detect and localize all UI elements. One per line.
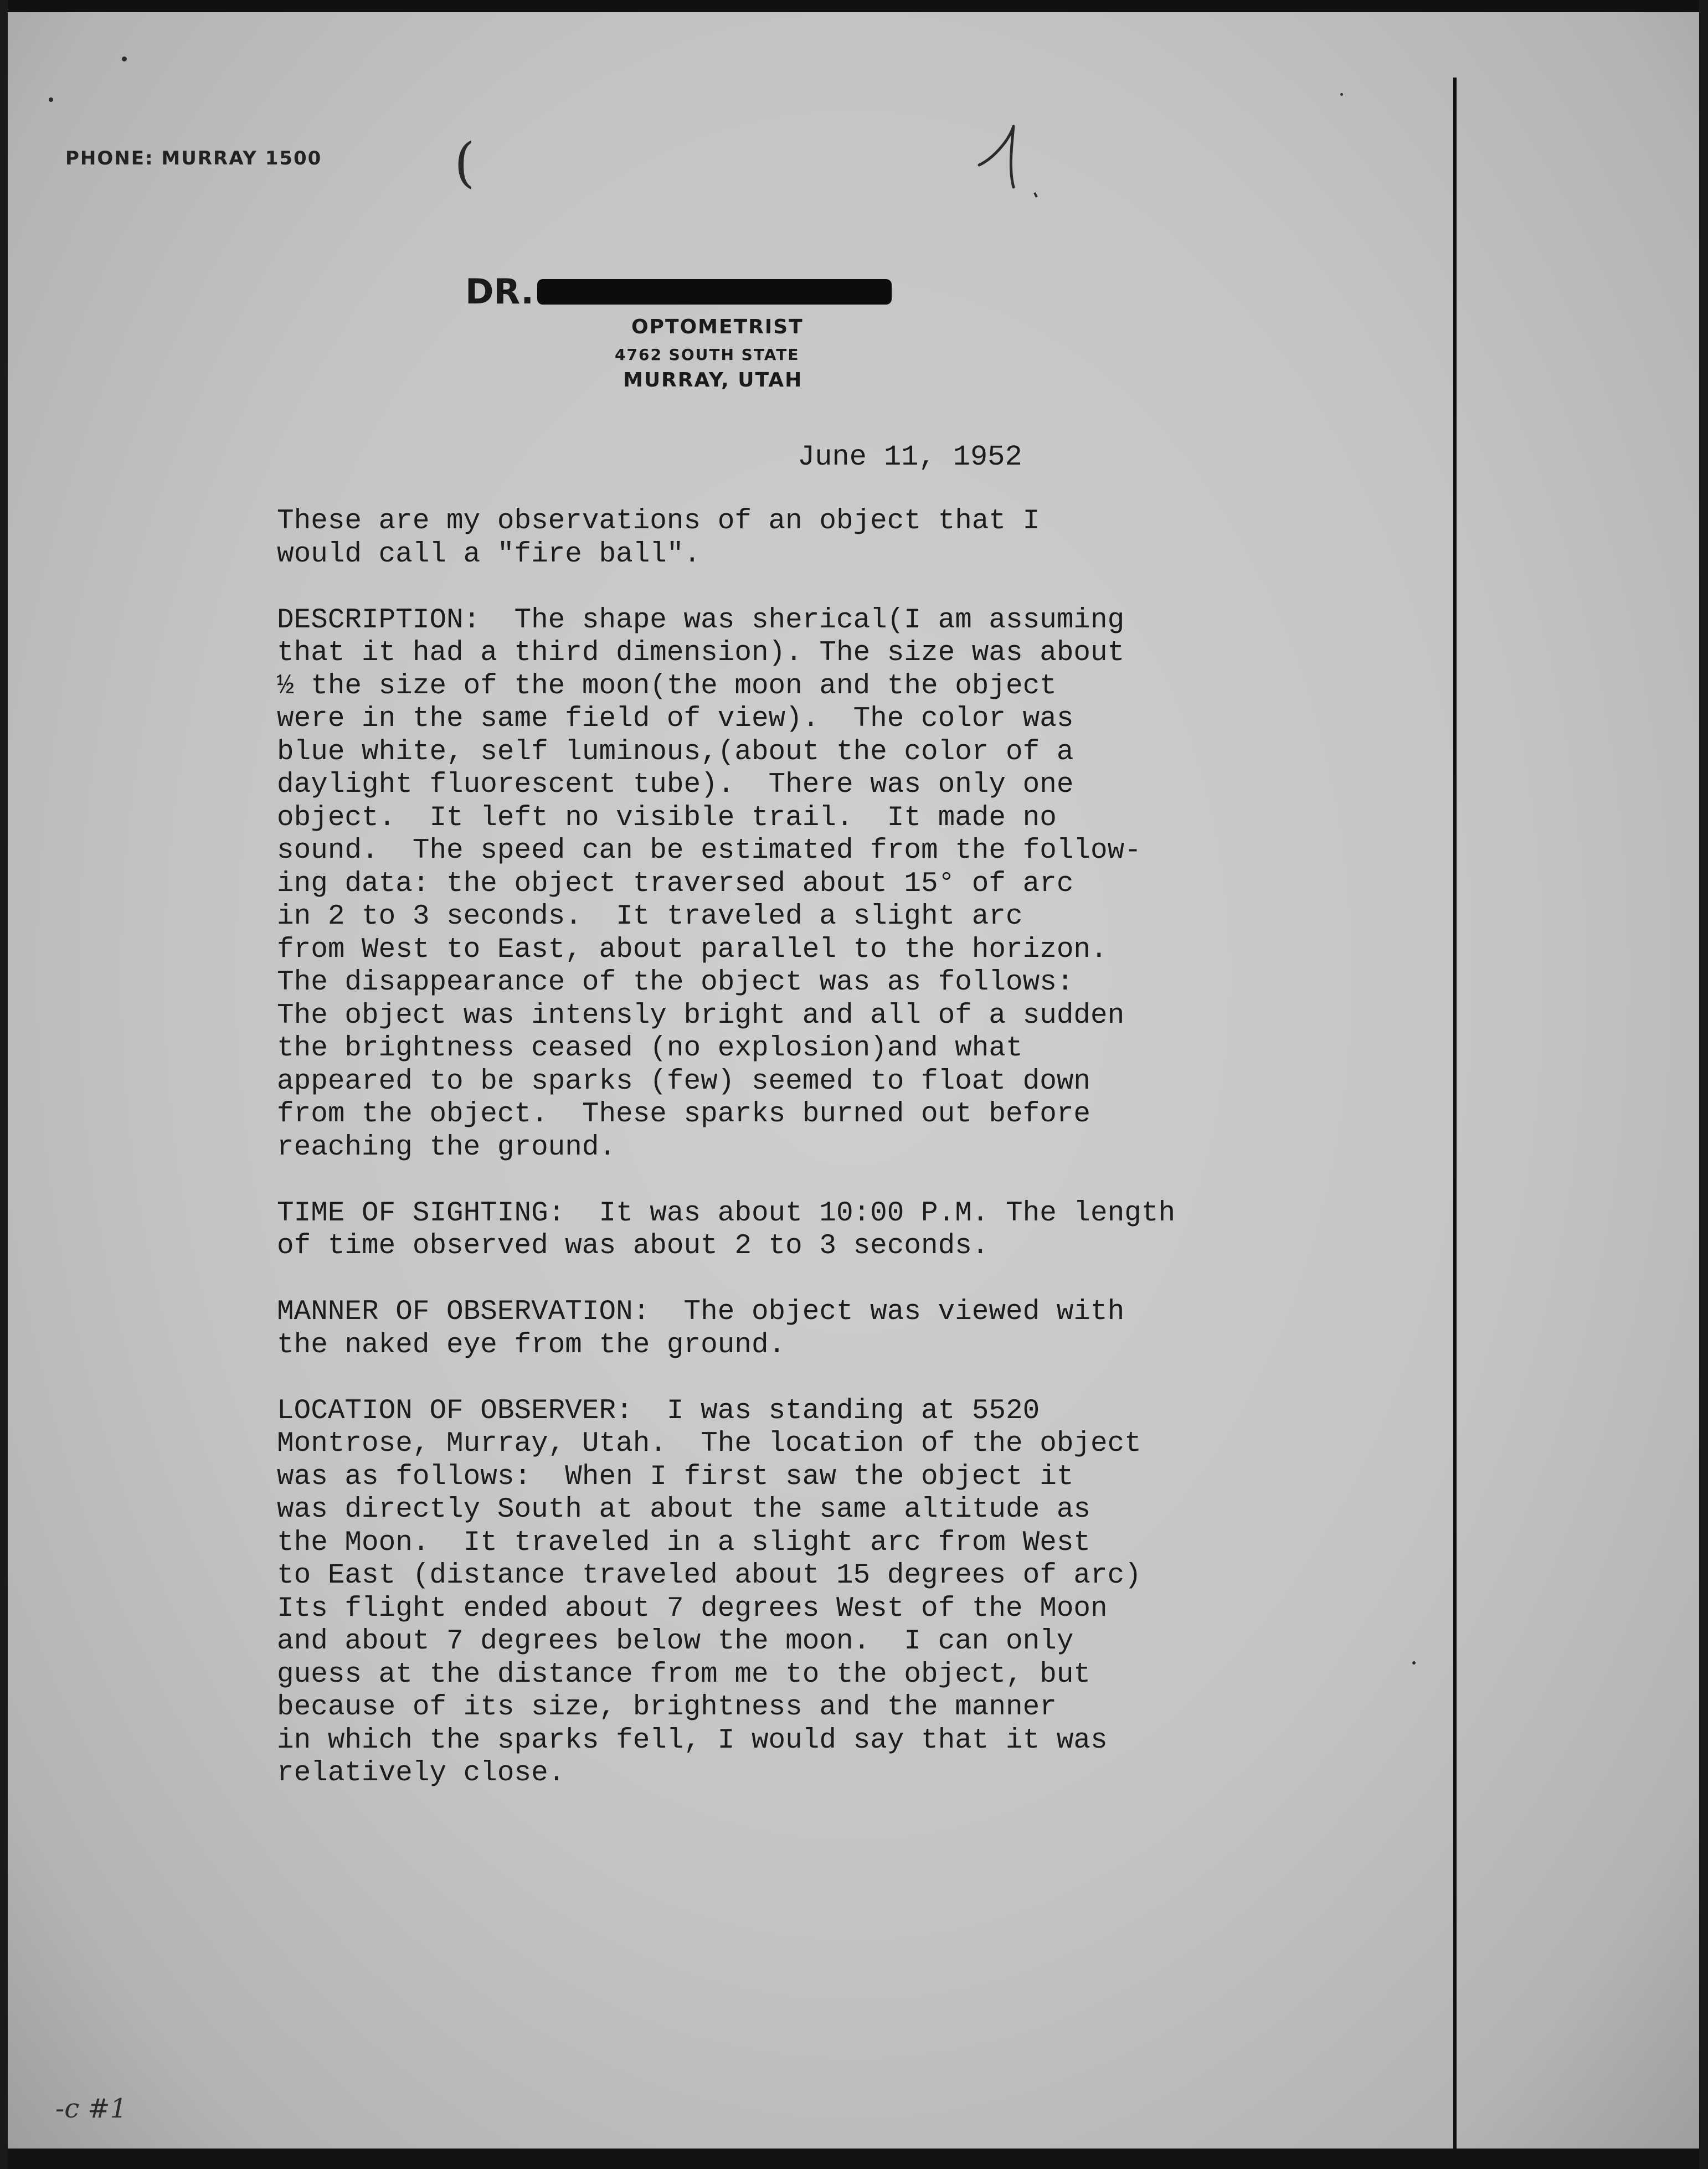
letterhead-title: OPTOMETRIST bbox=[631, 316, 804, 338]
text-line: to East (distance traveled about 15 degrees of arc) bbox=[277, 1560, 1141, 1591]
scan-speck bbox=[49, 97, 53, 102]
margin-rule bbox=[1453, 78, 1457, 2154]
scan-border-left bbox=[0, 0, 8, 2169]
text-line: would call a "fire ball". bbox=[277, 538, 701, 570]
text-line: that it had a third dimension). The size was about bbox=[277, 637, 1125, 669]
text-line: from the object. These sparks burned out before bbox=[277, 1099, 1091, 1130]
text-line: TIME OF SIGHTING: It was about 10:00 P.M. The length bbox=[277, 1197, 1176, 1229]
text-line: object. It left no visible trail. It made no bbox=[277, 802, 1057, 834]
letterhead-name-prefix: DR. bbox=[465, 271, 534, 312]
letter-paragraph bbox=[277, 604, 1385, 1165]
text-line: guess at the distance from me to the object, but bbox=[277, 1658, 1091, 1691]
scan-border-bottom bbox=[0, 2149, 1708, 2169]
text-line: the naked eye from the ground. bbox=[277, 1329, 786, 1361]
text-line: and about 7 degrees below the moon. I can only bbox=[277, 1626, 1074, 1657]
letter-body bbox=[277, 505, 1385, 1823]
letter-paragraph bbox=[277, 505, 1385, 571]
text-line: were in the same field of view). The color was bbox=[277, 703, 1074, 735]
text-line: in 2 to 3 seconds. It traveled a slight arc bbox=[277, 901, 1023, 932]
text-line: Montrose, Murray, Utah. The location of the object bbox=[277, 1428, 1141, 1460]
scan-speck bbox=[1412, 1661, 1416, 1665]
text-line: daylight fluorescent tube). There was only one bbox=[277, 769, 1074, 801]
text-line: was directly South at about the same altitude as bbox=[277, 1494, 1091, 1526]
scan-border-right bbox=[1699, 0, 1708, 2169]
redaction-bar bbox=[537, 279, 892, 305]
handwritten-footer-note: -c #1 bbox=[55, 2093, 127, 2124]
text-line: in which the sparks fell, I would say that it was bbox=[277, 1724, 1108, 1756]
letterhead-street: 4762 SOUTH STATE bbox=[615, 346, 800, 364]
letterhead-city: MURRAY, UTAH bbox=[623, 369, 803, 391]
text-line: LOCATION OF OBSERVER: I was standing at 5520 bbox=[277, 1395, 1040, 1427]
text-line: ½ the size of the moon(the moon and the object bbox=[277, 670, 1057, 702]
text-line: DESCRIPTION: The shape was sherical(I am assuming bbox=[277, 604, 1125, 636]
text-line: appeared to be sparks (few) seemed to float down bbox=[277, 1065, 1091, 1098]
text-line: relatively close. bbox=[277, 1758, 565, 1789]
text-line: was as follows: When I first saw the object it bbox=[277, 1461, 1074, 1493]
text-line: sound. The speed can be estimated from the follow- bbox=[277, 835, 1141, 867]
text-line: the brightness ceased (no explosion)and what bbox=[277, 1033, 1023, 1064]
scan-speck bbox=[1340, 93, 1343, 96]
text-line: These are my observations of an object that I bbox=[277, 506, 1040, 537]
letterhead bbox=[465, 271, 964, 391]
text-line: ing data: the object traversed about 15° of arc bbox=[277, 868, 1074, 900]
text-line: of time observed was about 2 to 3 seconds. bbox=[277, 1230, 989, 1262]
letter-date: June 11, 1952 bbox=[798, 441, 1022, 473]
text-line: blue white, self luminous,(about the color of a bbox=[277, 736, 1074, 768]
text-line: from West to East, about parallel to the horizon. bbox=[277, 934, 1108, 966]
text-line: Its flight ended about 7 degrees West of the Moon bbox=[277, 1593, 1108, 1625]
phone-number: PHONE: MURRAY 1500 bbox=[65, 147, 322, 169]
text-line: the Moon. It traveled in a slight arc from West bbox=[277, 1527, 1091, 1559]
handwritten-mark-icon bbox=[975, 121, 1041, 198]
text-line: MANNER OF OBSERVATION: The object was viewed with bbox=[277, 1296, 1125, 1328]
text-line: The object was intensly bright and all of a sudden bbox=[277, 1000, 1125, 1032]
text-line: because of its size, brightness and the manner bbox=[277, 1692, 1057, 1723]
text-line: The disappearance of the object was as follows: bbox=[277, 967, 1074, 998]
text-line: reaching the ground. bbox=[277, 1131, 616, 1163]
handwritten-paren: ( bbox=[454, 132, 475, 194]
letter-paragraph bbox=[277, 1395, 1385, 1790]
scan-speck bbox=[122, 56, 127, 61]
scan-border-top bbox=[0, 0, 1708, 12]
letter-paragraph bbox=[277, 1197, 1385, 1263]
letter-paragraph bbox=[277, 1296, 1385, 1362]
